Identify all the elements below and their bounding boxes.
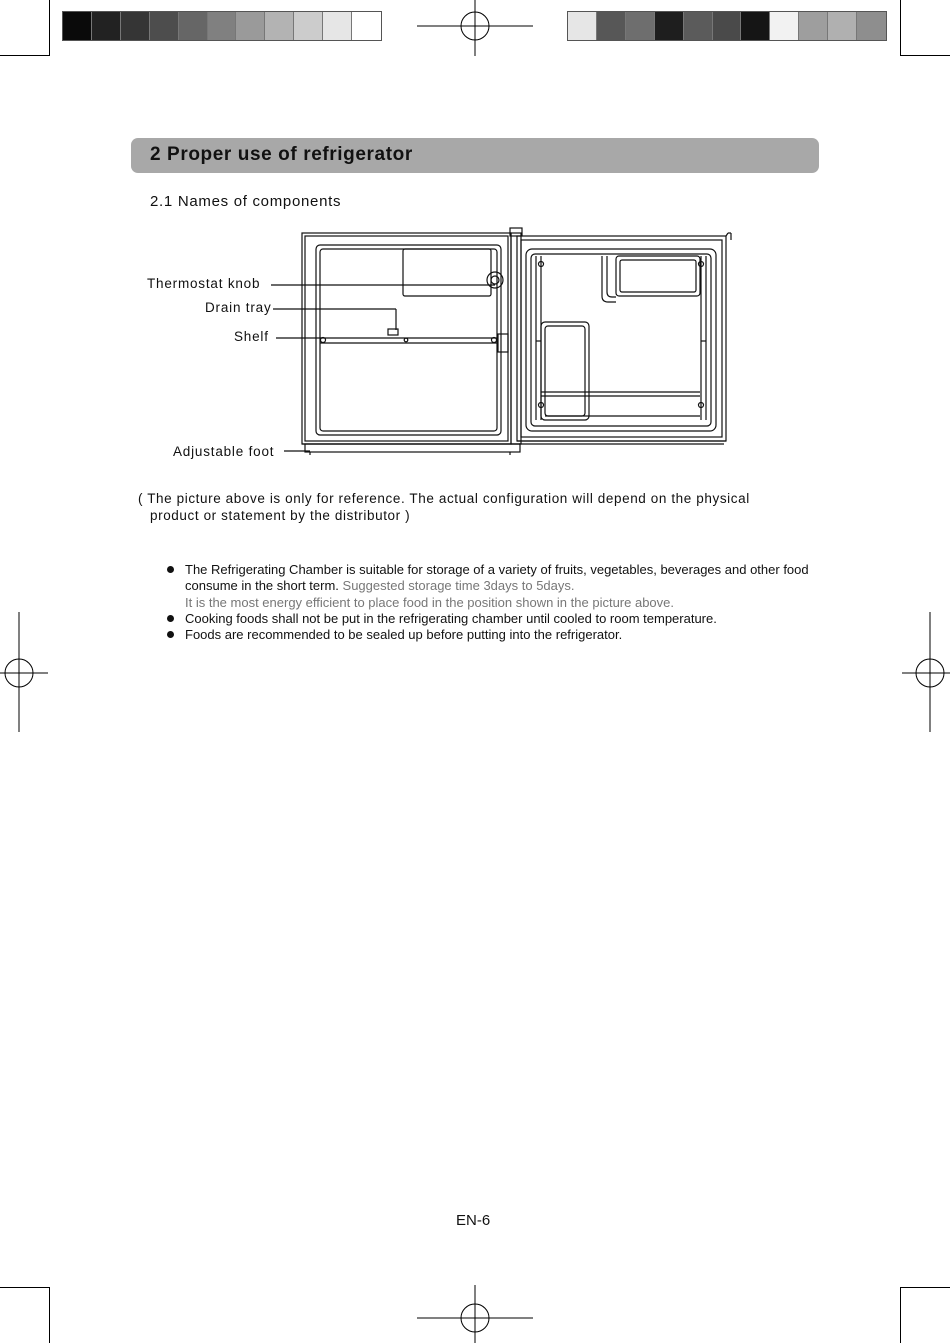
registration-mark-left [0,612,60,732]
color-swatch [352,12,381,40]
color-bar-left [62,11,382,41]
bullet-1-efficiency-note: It is the most energy efficient to place food in the position shown in the picture above. [185,594,674,610]
crop-mark-top-right [900,55,950,56]
crop-mark-bottom-right [900,1287,950,1288]
crop-mark-top-right [900,0,901,56]
bullet-icon [167,631,174,638]
label-thermostat-knob: Thermostat knob [147,276,261,291]
color-swatch [265,12,294,40]
color-swatch [713,12,742,40]
color-swatch [150,12,179,40]
color-swatch [568,12,597,40]
crop-mark-bottom-left [0,1287,50,1288]
crop-mark-top-left [0,55,50,56]
color-swatch [770,12,799,40]
bullet-1-storage-time: Suggested storage time 3days to 5days. [342,578,575,594]
color-swatch [626,12,655,40]
color-swatch [323,12,352,40]
note-line-2: product or statement by the distributor ) [150,508,411,523]
bullet-icon [167,566,174,573]
color-swatch [208,12,237,40]
label-adjustable-foot: Adjustable foot [173,444,275,459]
color-swatch [655,12,684,40]
bullet-3-text: Foods are recommended to be sealed up before putting into the refrigerator. [185,627,623,643]
color-swatch [121,12,150,40]
color-swatch [597,12,626,40]
color-swatch [92,12,121,40]
section-banner [131,138,819,173]
registration-mark-top [415,0,535,60]
note-line-1: ( The picture above is only for reference. The actual configuration will depend on the physical [138,491,750,506]
list-item [166,627,826,643]
subsection-title: 2.1 Names of components [150,193,342,210]
list-item [166,611,826,627]
registration-mark-right [890,612,950,732]
crop-mark-bottom-right [900,1287,901,1343]
page-number: EN-6 [456,1212,491,1229]
bullet-2-text: Cooking foods shall not be put in the refrigerating chamber until cooled to room temperature. [185,610,717,626]
crop-mark-bottom-left [49,1287,50,1343]
bullet-icon [167,615,174,622]
crop-mark-top-left [49,0,50,56]
color-swatch [63,12,92,40]
reference-note [138,490,818,524]
refrigerator-illustration [0,220,950,460]
color-swatch [294,12,323,40]
label-shelf: Shelf [234,329,269,344]
color-swatch [857,12,886,40]
color-swatch [828,12,857,40]
usage-bullet-list [166,562,826,643]
color-swatch [799,12,828,40]
color-swatch [179,12,208,40]
bullet-1-text: The Refrigerating Chamber is suitable for storage of a variety of fruits, vegetables, beverages and other food consume in the short term. [185,562,809,594]
label-drain-tray: Drain tray [205,300,272,315]
section-title: 2 Proper use of refrigerator [150,144,413,165]
list-item [166,562,826,611]
registration-mark-bottom [415,1283,535,1343]
color-swatch [741,12,770,40]
color-swatch [236,12,265,40]
color-swatch [684,12,713,40]
color-bar-right [567,11,887,41]
